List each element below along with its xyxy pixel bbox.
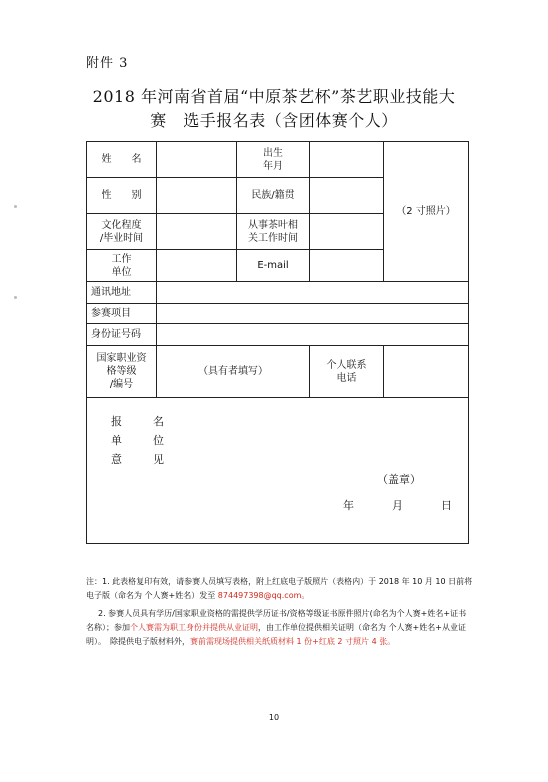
note-email-link[interactable]: 874497398@qq.com。 <box>217 591 310 600</box>
unit-opinion-box[interactable] <box>87 398 469 544</box>
unit-opinion-label: 报 名 单 位 意 见 <box>111 415 174 466</box>
name-label: 姓 名 <box>87 142 157 178</box>
name-field[interactable] <box>157 142 237 178</box>
tea-work-time-label: 从事茶叶相 关工作时间 <box>237 214 310 250</box>
email-label: E-mail <box>237 250 310 282</box>
email-field[interactable] <box>310 250 384 282</box>
date-line <box>343 499 452 512</box>
page-number: 10 <box>268 713 280 722</box>
birth-field[interactable] <box>310 142 384 178</box>
note-1: 注：1. 此表格复印有效，请参赛人员填写表格，附上红底电子版照片（表格内）于 2018 年 10 月 10 日前将电子版（命名为 个人赛+姓名）发至 874497398@qq.com。 <box>86 577 473 600</box>
binding-hole-top <box>14 205 17 208</box>
qualification-label: 国家职业资 格等级 /编号 <box>87 346 157 398</box>
tea-work-time-field[interactable] <box>310 214 384 250</box>
id-number-label: 身份证号码 <box>87 324 157 346</box>
binding-hole-bottom <box>14 296 17 299</box>
address-label: 通讯地址 <box>87 282 157 304</box>
ethnicity-label: 民族/籍贯 <box>237 178 310 214</box>
registration-form <box>86 141 469 544</box>
day-label: 日 <box>441 499 452 512</box>
address-field[interactable] <box>157 282 469 304</box>
note-2: 2. 参赛人员具有学历/国家职业资格的需提供学历证书/资格等级证书原件照片(命名为个人赛+姓名+证书名称）；参加个人赛需为职工身份并提供从业证明，由工作单位提供相关证明（命名为 个人赛+姓名+从业证明）。 除提供电子版材料外，赛前需现场提供相关纸质材料 1 份+红底 2 寸照片 4 张。 <box>86 609 467 646</box>
seal-label: （盖章） <box>377 473 421 486</box>
education-label: 文化程度 /毕业时间 <box>87 214 157 250</box>
gender-field[interactable] <box>157 178 237 214</box>
event-label: 参赛项目 <box>87 304 157 324</box>
month-label: 月 <box>392 499 403 512</box>
year-label: 年 <box>343 499 354 512</box>
gender-label: 性 别 <box>87 178 157 214</box>
phone-label: 个人联系 电话 <box>310 346 384 398</box>
event-field[interactable] <box>157 304 469 324</box>
work-unit-field[interactable] <box>157 250 237 282</box>
title-line-2: 赛 选手报名表（含团体赛个人） <box>150 111 398 130</box>
attachment-label: 附件 3 <box>86 56 129 71</box>
title-line-1: 2018 年河南省首届“中原茶艺杯”茶艺职业技能大 <box>92 87 456 106</box>
birth-label: 出生 年月 <box>237 142 310 178</box>
phone-field[interactable] <box>384 346 469 398</box>
ethnicity-field[interactable] <box>310 178 384 214</box>
id-number-field[interactable] <box>157 324 469 346</box>
qualification-field[interactable]: （具有者填写） <box>157 346 310 398</box>
notes <box>86 575 474 653</box>
work-unit-label: 工作 单位 <box>87 250 157 282</box>
education-field[interactable] <box>157 214 237 250</box>
photo-box[interactable]: （2 寸照片） <box>384 142 469 282</box>
